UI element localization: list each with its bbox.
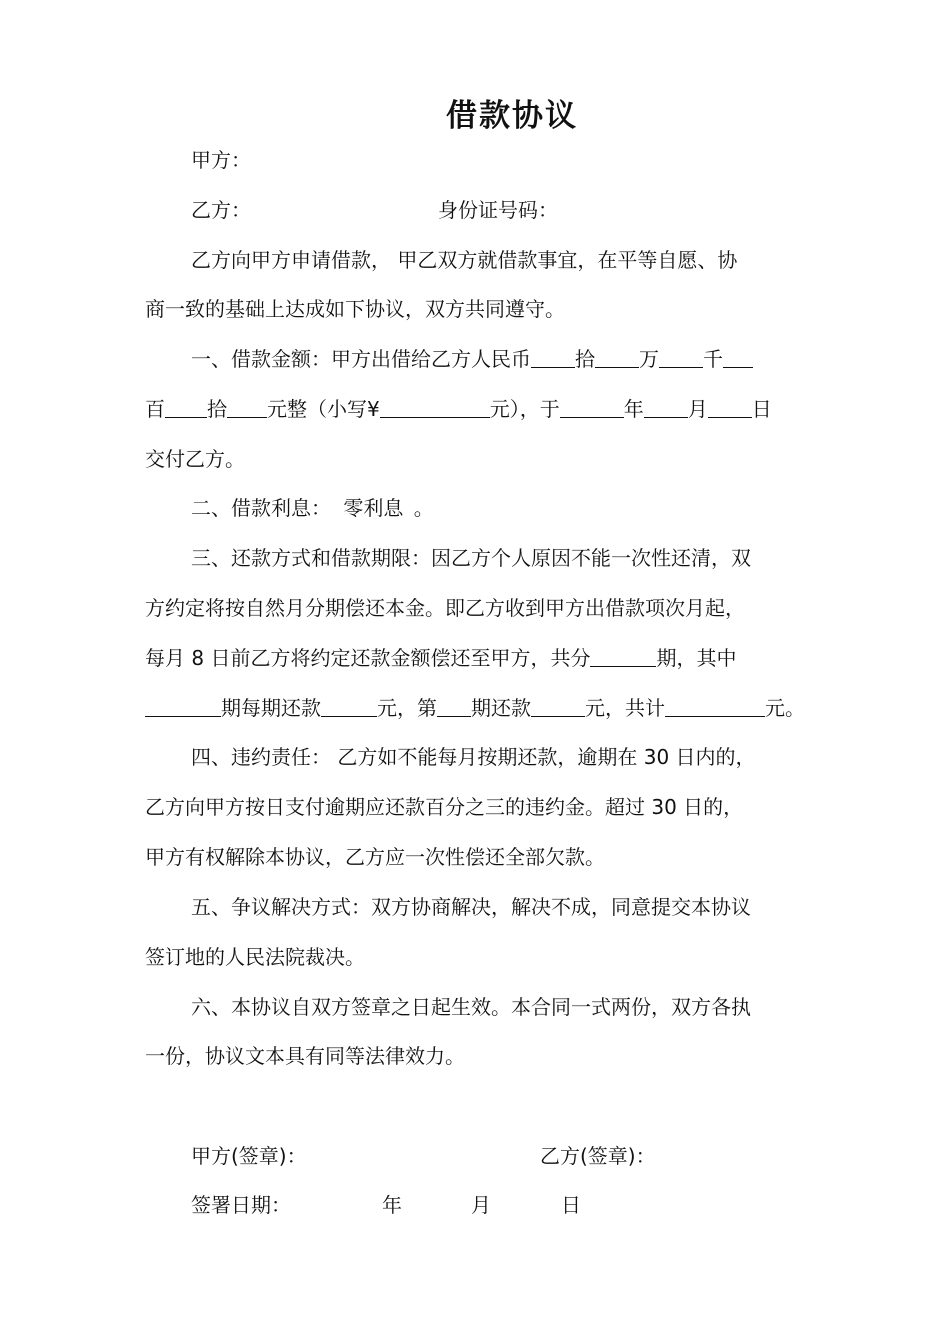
blank-field (644, 397, 688, 418)
clause5-line-2: 签订地的人民法院裁决。 (145, 945, 365, 969)
unit-label: 元），于 (489, 397, 560, 421)
blank-field (560, 397, 624, 418)
blank-field (659, 347, 703, 368)
unit-label: 百 (145, 397, 165, 421)
clause4-line-1: 四、违约责任： 乙方如不能每月按期还款，逾期在 30 日内的， (191, 745, 756, 769)
intro-line-2: 商一致的基础上达成如下协议，双方共同遵守。 (145, 297, 565, 321)
clause3-line-1: 三、还款方式和借款期限：因乙方个人原因不能一次性还清，双 (191, 546, 751, 570)
blank-field (227, 397, 267, 418)
party-a-signature: 甲方(签章)： (191, 1144, 307, 1168)
clause5-line-1: 五、争议解决方式：双方协商解决，解决不成，同意提交本协议 (191, 895, 751, 919)
clause4-line-2: 乙方向甲方按日支付逾期应还款百分之三的违约金。超过 30 日的， (145, 795, 744, 819)
unit-label: 拾 (207, 397, 227, 421)
unit-label: 万 (639, 347, 659, 371)
clause2-line: 二、借款利息： 零利息 。 (191, 496, 434, 520)
unit-label: 日 (751, 397, 772, 421)
blank-field (531, 347, 575, 368)
blank-field (723, 347, 753, 368)
document-title: 借款协议 (446, 98, 578, 134)
unit-label: 月 (687, 397, 708, 421)
clause1-text: 一、借款金额：甲方出借给乙方人民币 (191, 347, 531, 371)
clause2-value: 零利息 (343, 496, 404, 520)
blank-field (380, 397, 490, 418)
sign-date-label: 签署日期： (191, 1193, 291, 1217)
party-b-label: 乙方： (191, 198, 251, 222)
party-a-label: 甲方： (191, 148, 251, 172)
blank-field (708, 397, 752, 418)
unit-label: 年 (623, 397, 644, 421)
clause3-line-2: 方约定将按自然月分期偿还本金。即乙方收到甲方出借款项次月起， (145, 596, 745, 620)
clause2-label: 二、借款利息： (191, 496, 331, 520)
clause1-line-3: 交付乙方。 (145, 447, 245, 471)
sign-date-day: 日 (561, 1193, 581, 1217)
blank-field (531, 696, 585, 717)
blank-field (145, 696, 221, 717)
blank-field (665, 696, 765, 717)
intro-line-1: 乙方向甲方申请借款， 甲乙双方就借款事宜，在平等自愿、协 (191, 248, 738, 272)
sign-date-year: 年 (382, 1193, 402, 1217)
blank-field (437, 696, 471, 717)
unit-label: 千 (703, 347, 723, 371)
blank-field (595, 347, 639, 368)
unit-label: 元整（小写¥ (267, 397, 380, 421)
unit-label: 拾 (575, 347, 595, 371)
clause3-line-4: 期每期还款 元，第 期还款 元，共计 元。 (145, 696, 825, 720)
blank-field (321, 696, 377, 717)
clause1-line-1 (191, 347, 871, 371)
clause6-line-2: 一份，协议文本具有同等法律效力。 (145, 1044, 465, 1068)
blank-field (165, 397, 207, 418)
clause4-line-3: 甲方有权解除本协议，乙方应一次性偿还全部欠款。 (145, 845, 605, 869)
clause1-line-2 (145, 397, 825, 421)
id-number-label: 身份证号码： (438, 198, 558, 222)
clause3-line-3: 每月 8 日前乙方将约定还款金额偿还至甲方，共分 期，其中 (145, 646, 737, 670)
blank-field (590, 646, 656, 667)
party-b-signature: 乙方(签章)： (540, 1144, 656, 1168)
clause6-line-1: 六、本协议自双方签章之日起生效。本合同一式两份，双方各执 (191, 995, 751, 1019)
sign-date-month: 月 (471, 1193, 491, 1217)
